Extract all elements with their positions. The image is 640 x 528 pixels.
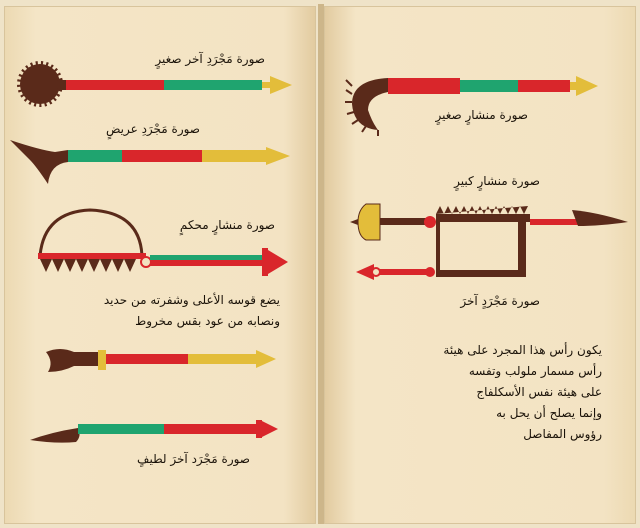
saw-note [40, 290, 280, 332]
saw-note-line-1: يضع قوسه الأعلى وشفرته من حديد [103, 293, 280, 307]
probe-note [342, 340, 602, 445]
probe-note-line-4: وإنما يصلح أن يحل به [496, 406, 602, 420]
small-saw-illustration [345, 76, 598, 136]
medium-probe-illustration [46, 349, 276, 372]
large-saw-illustration [350, 204, 628, 280]
probe-note-line-2: رأس مسمار ملولب وتفسه [468, 364, 602, 378]
small-probe-illustration [20, 64, 292, 104]
caption-fine-probe: صورة مَجْرَد آخرَ لطيفٍ [137, 452, 250, 466]
caption-small-probe: صورة مَجْرَدِ آخر صغيرٍ [155, 52, 265, 66]
wide-probe-illustration [10, 140, 290, 184]
probe-note-line-5: رؤوس المفاصل [523, 427, 602, 441]
saw-note-line-2: ونصابه من عود بقس مخروط [135, 314, 280, 328]
caption-large-saw: صورة منشارٍ كبيرٍ [454, 174, 540, 188]
probe-note-line-3: على هيئة نفس الأسكلفاج [476, 385, 602, 399]
caption-small-saw: صورة منشارٍ صغيرٍ [435, 108, 528, 122]
probe-note-line-1: يكون رأس هذا المجرد على هيئة [443, 343, 602, 357]
caption-wide-probe: صورة مَجْرَدِ عريضٍ [105, 122, 200, 136]
fine-probe-illustration [30, 420, 278, 443]
caption-solid-saw: صورة منشارٍ محكمٍ [179, 218, 275, 232]
caption-other-probe: صورة مَجْرَدٍ آخرَ [460, 294, 540, 308]
